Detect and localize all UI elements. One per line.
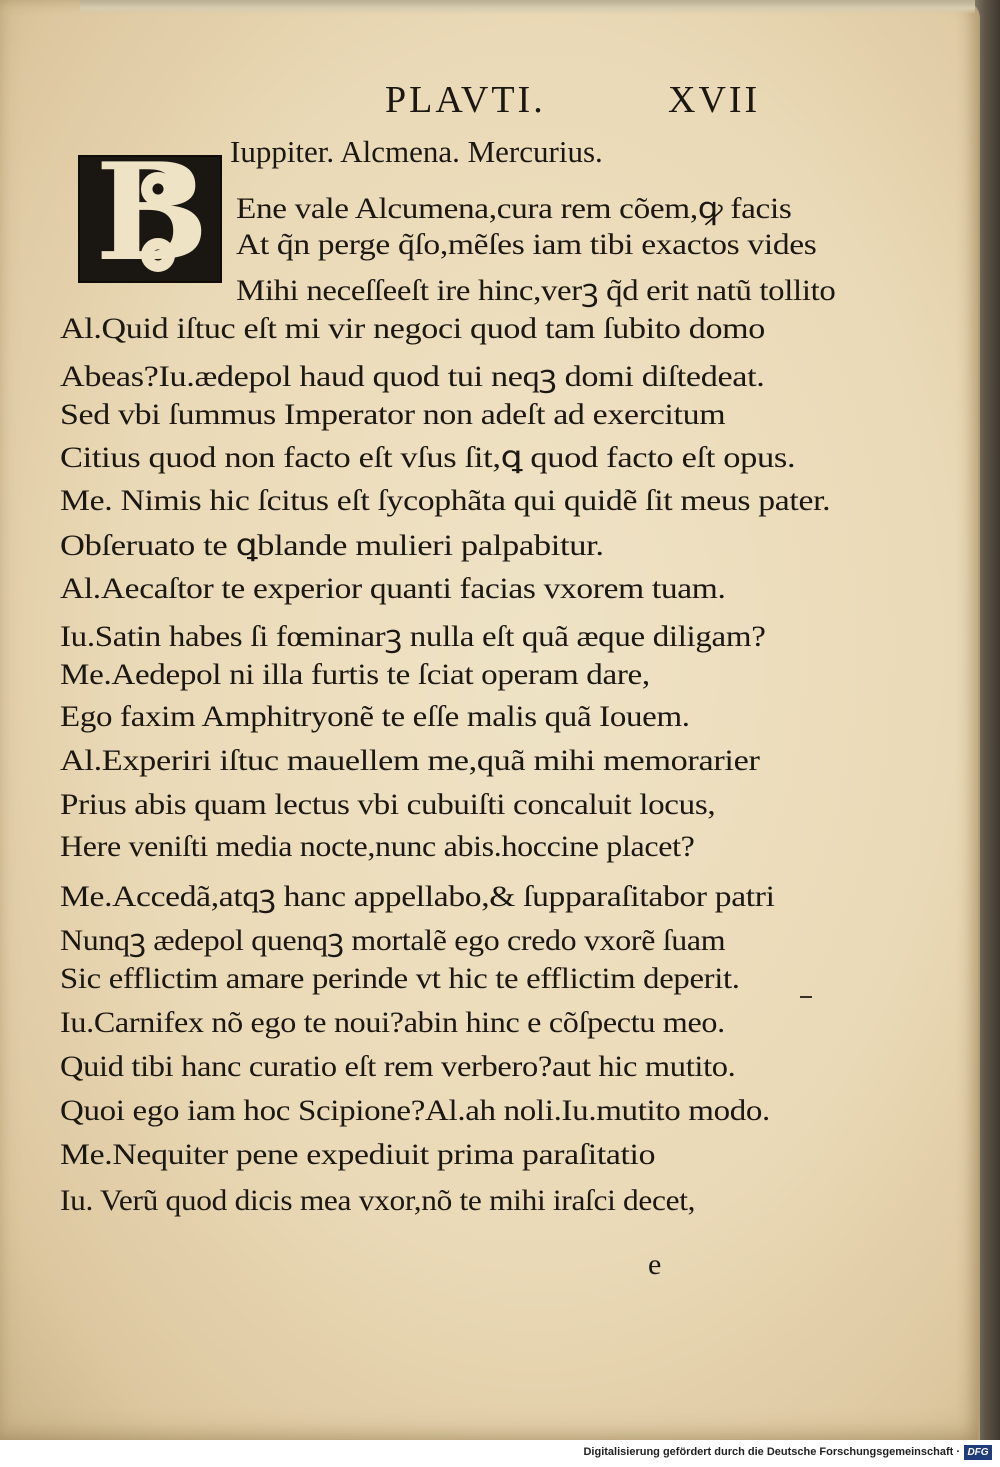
verse-line: Me.Accedã,atqꝫ hanc appellabo,& ſupparaſitabor patri	[60, 880, 775, 913]
verse-line: Iu.Satin habes ſi fœminarꝫ nulla eſt quã æque diligam?	[60, 620, 766, 653]
verse-line: Ene vale Alcumena,cura rem cõem,ꝙ facis	[236, 192, 792, 225]
footer-bar	[0, 1440, 1000, 1467]
dfg-logo: DFG	[964, 1445, 992, 1460]
verse-line: Mihi neceſſeeſt ire hinc,verꝫ q̃d erit natũ tollito	[236, 274, 836, 307]
footer-credit: Digitalisierung gefördert durch die Deutsche Forschungsgemeinschaft ·	[583, 1446, 960, 1458]
verse-line: Me. Nimis hic ſcitus eſt ſycophãta qui quidẽ ſit meus pater.	[60, 484, 831, 517]
running-head-title: PLAVTI.	[385, 79, 546, 121]
folio-number: XVII	[668, 79, 761, 121]
margin-mark	[800, 996, 812, 998]
verse-line: Iu. Verũ quod dicis mea vxor,nõ te mihi iraſci decet,	[60, 1184, 696, 1217]
verse-line: Al.Quid iſtuc eſt mi vir negoci quod tam ſubito domo	[60, 312, 765, 345]
verse-line: Me.Aedepol ni illa furtis te ſciat operam dare,	[60, 658, 650, 691]
verse-line: Obſeruato te ꝗblande mulieri palpabitur.	[60, 529, 604, 562]
verse-line: Al.Experiri iſtuc mauellem me,quã mihi memorarier	[60, 744, 760, 777]
page-top-edge	[80, 0, 975, 14]
speakers-line: Iuppiter. Alcmena. Mercurius.	[230, 134, 603, 169]
verse-line: Ego faxim Amphitryonẽ te eſſe malis quã Iouem.	[60, 700, 690, 733]
verse-line: Me.Nequiter pene expediuit prima paraſitatio	[60, 1138, 656, 1171]
signature-mark: e	[648, 1248, 662, 1281]
verse-line: Sed vbi ſummus Imperator non adeſt ad exercitum	[60, 398, 726, 431]
verse-line: Iu.Carnifex nõ ego te noui?abin hinc e cõſpectu meo.	[60, 1006, 725, 1039]
initial-letter: B	[95, 155, 209, 283]
verse-line: Quid tibi hanc curatio eſt rem verbero?aut hic mutito.	[60, 1050, 736, 1083]
verse-line: Here veniſti media nocte,nunc abis.hoccine placet?	[60, 830, 695, 863]
verse-line: At q̃n perge q̃ſo,mẽſes iam tibi exactos vides	[236, 228, 817, 261]
verse-line: Sic efflictim amare perinde vt hic te efflictim deperit.	[60, 962, 740, 995]
verse-line: Abeas?Iu.ædepol haud quod tui neqꝫ domi diſtedeat.	[60, 360, 765, 393]
verse-line: Al.Aecaſtor te experior quanti facias vxorem tuam.	[60, 572, 726, 605]
decorated-initial	[78, 155, 222, 283]
verse-line: Citius quod non facto eſt vſus ſit,ꝗ quod facto eſt opus.	[60, 441, 796, 474]
verse-line: Prius abis quam lectus vbi cubuiſti concaluit locus,	[60, 788, 716, 821]
verse-line: Quoi ego iam hoc Scipione?Al.ah noli.Iu.mutito modo.	[60, 1094, 770, 1127]
verse-line: Nunqꝫ ædepol quenqꝫ mortalẽ ego credo vxorẽ ſuam	[60, 924, 726, 957]
